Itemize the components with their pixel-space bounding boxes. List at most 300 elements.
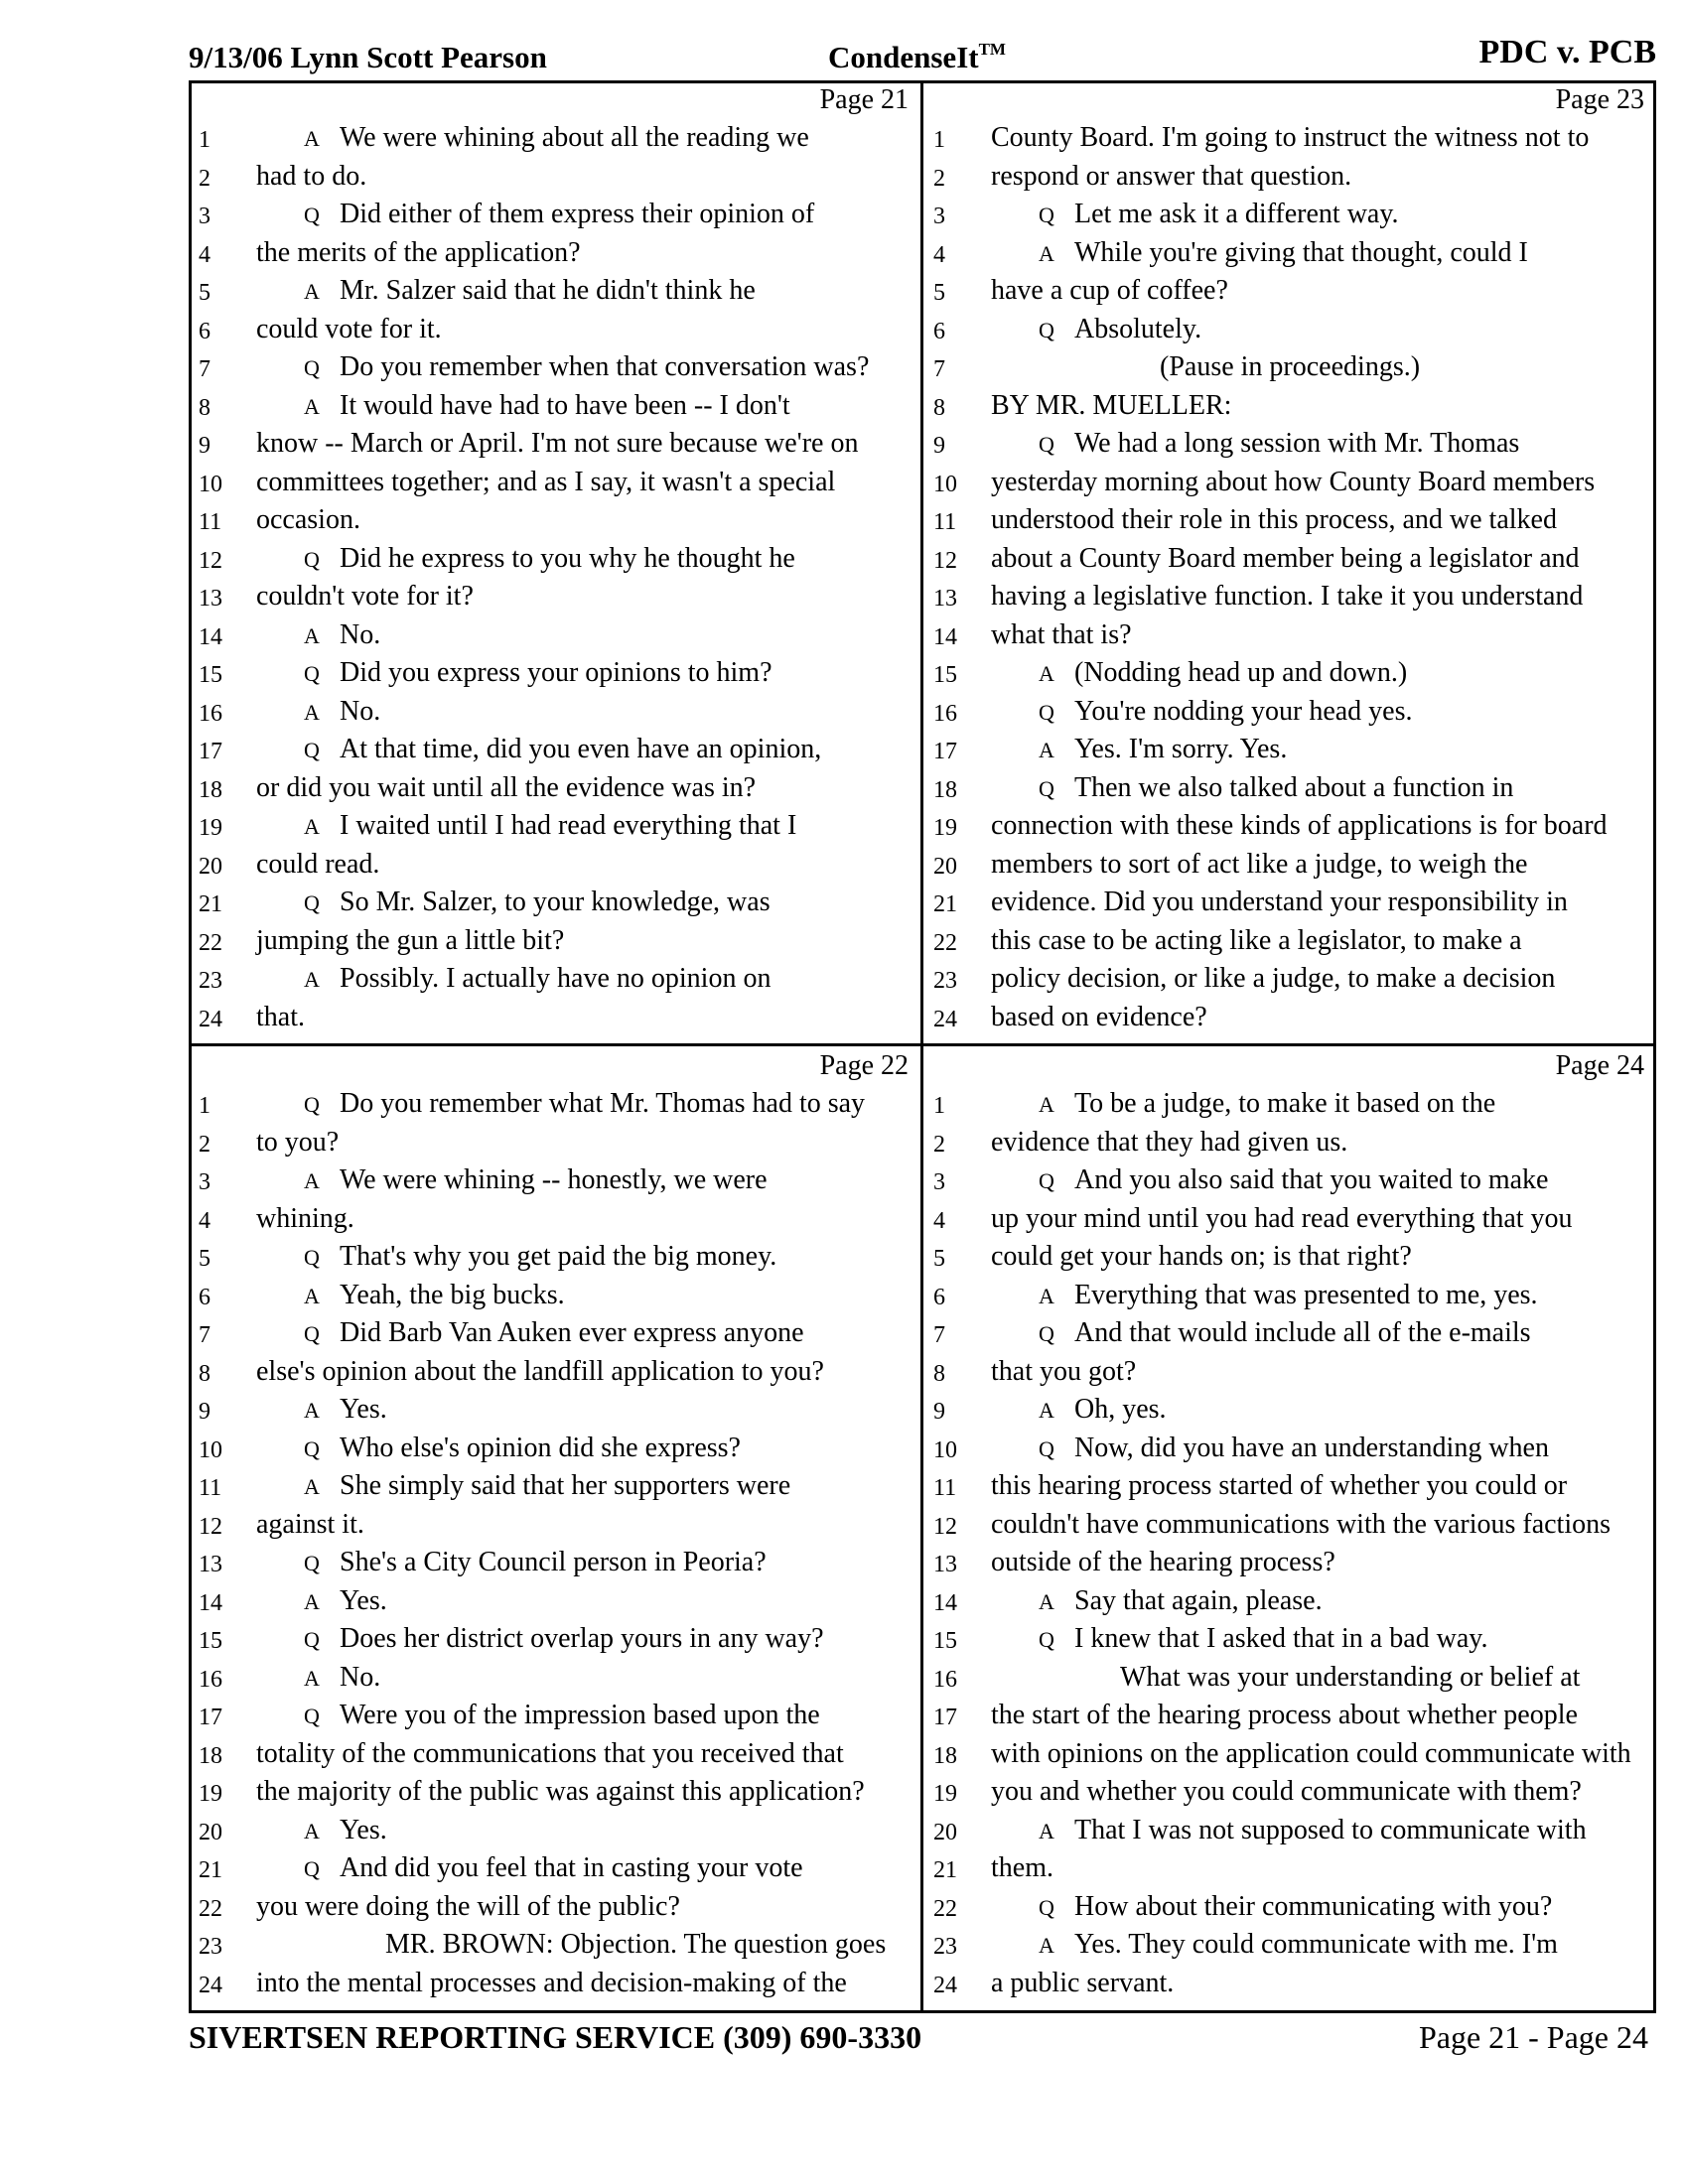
- line-body: It would have had to have been -- I don't: [340, 389, 790, 421]
- line-text: with opinions on the application could communicate with: [991, 1737, 1631, 1769]
- transcript-line: [933, 122, 1652, 161]
- transcript-line: [199, 1700, 916, 1738]
- transcript-line: [199, 543, 916, 582]
- speaker-marker: A: [304, 279, 320, 304]
- transcript-line: [199, 1002, 916, 1040]
- line-text: MR. BROWN: Objection. The question goes: [385, 1929, 887, 1960]
- line-body: Yes.: [340, 1394, 387, 1425]
- line-text: [1039, 1088, 1495, 1120]
- transcript-line: [199, 1738, 916, 1777]
- line-number: 15: [933, 662, 957, 688]
- transcript-line: [199, 1852, 916, 1891]
- line-number: 13: [933, 586, 957, 612]
- line-text: [304, 1241, 776, 1273]
- speaker-marker: A: [304, 1665, 320, 1691]
- line-number: 1: [199, 127, 210, 153]
- page-number: Page 22: [819, 1050, 909, 1081]
- transcript-page-22: [189, 1046, 920, 2013]
- transcript-line: [933, 1433, 1652, 1471]
- line-text: [1039, 657, 1407, 689]
- line-text: [1039, 1815, 1587, 1846]
- line-number: 16: [199, 700, 222, 727]
- line-number: 21: [933, 1857, 957, 1883]
- line-body: Yes.: [340, 1814, 387, 1845]
- line-body: Mr. Salzer said that he didn't think he: [340, 275, 756, 306]
- line-number: 13: [199, 586, 222, 612]
- transcript-line: [933, 810, 1652, 849]
- line-text: you and whether you could communicate with them?: [991, 1776, 1582, 1807]
- transcript-line: [933, 1241, 1652, 1280]
- footer-page-range: Page 21 - Page 24: [1418, 2019, 1648, 2055]
- transcript-line: [199, 1127, 916, 1165]
- line-number: 4: [933, 1207, 945, 1234]
- speaker-marker: Q: [304, 546, 320, 572]
- line-text: [1039, 772, 1513, 804]
- transcript-line: [199, 1585, 916, 1624]
- speaker-marker: Q: [304, 1321, 320, 1346]
- speaker-marker: Q: [1039, 432, 1054, 457]
- speaker-marker: A: [304, 126, 320, 151]
- transcript-line: [199, 963, 916, 1002]
- page-number: Page 24: [1555, 1050, 1644, 1081]
- transcript-line: [933, 1547, 1652, 1585]
- line-number: 21: [199, 1857, 222, 1883]
- transcript-line: [199, 504, 916, 543]
- transcript-line: [933, 696, 1652, 735]
- transcript-line: [199, 1815, 916, 1853]
- line-text: know -- March or April. I'm not sure because we're on: [256, 428, 859, 459]
- line-number: 8: [199, 394, 210, 421]
- line-number: 11: [199, 1475, 222, 1501]
- transcript-line: [933, 1470, 1652, 1509]
- line-text: [304, 1815, 387, 1846]
- transcript-line: [199, 275, 916, 314]
- line-number: 22: [199, 1895, 222, 1922]
- speaker-marker: A: [304, 967, 320, 992]
- line-number: 15: [199, 662, 222, 688]
- line-body: She's a City Council person in Peoria?: [340, 1547, 767, 1577]
- transcript-page-21: [189, 80, 920, 1043]
- transcript-line: [199, 696, 916, 735]
- line-text: [304, 1433, 741, 1464]
- transcript-line: [933, 1002, 1652, 1040]
- transcript-line: [933, 351, 1652, 390]
- speaker-marker: A: [304, 1818, 320, 1843]
- transcript-line: [199, 122, 916, 161]
- line-text: [304, 199, 814, 230]
- line-text: [304, 963, 771, 995]
- speaker-marker: Q: [1039, 1321, 1054, 1346]
- transcript-line: [199, 1394, 916, 1433]
- line-number: 9: [933, 433, 945, 459]
- line-text: having a legislative function. I take it you understand: [991, 581, 1584, 612]
- speaker-marker: Q: [1039, 1894, 1054, 1920]
- line-text: [1039, 1280, 1538, 1311]
- line-body: I knew that I asked that in a bad way.: [1074, 1623, 1488, 1654]
- transcript-line: [933, 199, 1652, 237]
- line-number: 20: [199, 853, 222, 880]
- line-number: 1: [933, 1093, 945, 1119]
- line-number: 12: [933, 1513, 957, 1540]
- line-text: committees together; and as I say, it wasn't a special: [256, 466, 836, 497]
- line-number: 23: [933, 968, 957, 994]
- speaker-marker: Q: [1039, 1168, 1054, 1193]
- line-number: 8: [933, 394, 945, 421]
- line-text: County Board. I'm going to instruct the witness not to: [991, 122, 1590, 153]
- line-number: 18: [199, 776, 222, 803]
- line-text: outside of the hearing process?: [991, 1547, 1335, 1577]
- transcript-line: [199, 1662, 916, 1701]
- line-body: So Mr. Salzer, to your knowledge, was: [340, 887, 771, 917]
- transcript-line: [933, 161, 1652, 200]
- line-number: 7: [933, 1322, 945, 1348]
- line-text: this hearing process started of whether you could or: [991, 1470, 1568, 1501]
- line-body: Do you remember what Mr. Thomas had to say: [340, 1088, 866, 1119]
- transcript-line: [199, 810, 916, 849]
- line-number: 10: [199, 471, 222, 497]
- speaker-marker: A: [1039, 1398, 1054, 1423]
- transcript-line: [933, 734, 1652, 772]
- transcript-line: [933, 849, 1652, 887]
- line-body: That I was not supposed to communicate with: [1074, 1814, 1587, 1845]
- page-header: [189, 34, 1656, 79]
- line-body: Absolutely.: [1074, 313, 1202, 344]
- line-text: [304, 390, 790, 422]
- transcript-line: [199, 314, 916, 352]
- line-text: [1039, 1164, 1548, 1196]
- page-footer: [189, 2019, 1656, 2063]
- speaker-marker: Q: [304, 1627, 320, 1652]
- transcript-line: [933, 963, 1652, 1002]
- line-text: the merits of the application?: [256, 236, 581, 268]
- line-body: You're nodding your head yes.: [1074, 695, 1413, 727]
- line-number: 16: [199, 1666, 222, 1693]
- speaker-marker: Q: [304, 738, 320, 762]
- line-body: Then we also talked about a function in: [1074, 771, 1514, 803]
- speaker-marker: Q: [304, 355, 320, 380]
- transcript-line: [933, 1852, 1652, 1891]
- transcript-line: [199, 351, 916, 390]
- transcript-line: [933, 1968, 1652, 2006]
- line-text: policy decision, or like a judge, to make a decision: [991, 963, 1556, 994]
- speaker-marker: Q: [1039, 775, 1054, 801]
- line-number: 24: [933, 1972, 957, 1998]
- speaker-marker: A: [304, 1283, 320, 1308]
- line-text: or did you wait until all the evidence was in?: [256, 771, 757, 803]
- line-text: a public servant.: [991, 1967, 1175, 1998]
- header-case: PDC v. PCB: [1478, 34, 1656, 70]
- speaker-marker: A: [304, 622, 320, 648]
- line-text: [304, 1470, 790, 1502]
- line-text: the majority of the public was against this application?: [256, 1776, 865, 1807]
- transcript-page-23: [923, 80, 1656, 1043]
- line-text: [304, 1700, 820, 1731]
- line-number: 2: [199, 165, 210, 192]
- speaker-marker: Q: [1039, 203, 1054, 227]
- line-body: Yeah, the big bucks.: [340, 1279, 565, 1310]
- line-number: 15: [933, 1628, 957, 1654]
- speaker-marker: A: [304, 393, 320, 419]
- transcript-line: [199, 734, 916, 772]
- line-number: 21: [933, 891, 957, 917]
- speaker-marker: A: [304, 699, 320, 725]
- line-text: [1039, 199, 1399, 230]
- transcript-line: [199, 390, 916, 429]
- line-number: 19: [199, 1781, 222, 1807]
- line-number: 13: [933, 1552, 957, 1577]
- line-number: 14: [933, 1589, 957, 1616]
- line-body: Did either of them express their opinion of: [340, 199, 815, 229]
- line-number: 17: [933, 1705, 957, 1730]
- transcript-line: [199, 657, 916, 696]
- line-number: 14: [199, 1589, 222, 1616]
- line-text: [304, 275, 756, 307]
- line-text: [1039, 1929, 1558, 1961]
- transcript-line: [933, 1164, 1652, 1203]
- transcript-line: [199, 1164, 916, 1203]
- line-number: 4: [933, 241, 945, 268]
- line-text: members to sort of act like a judge, to weigh the: [991, 848, 1528, 880]
- transcript-line: [199, 925, 916, 964]
- line-number: 9: [199, 433, 210, 459]
- line-number: 18: [199, 1742, 222, 1769]
- line-text: [304, 1317, 804, 1349]
- line-number: 9: [199, 1399, 210, 1425]
- line-number: 24: [199, 1006, 222, 1032]
- line-number: 7: [933, 356, 945, 382]
- line-number: 6: [199, 318, 210, 344]
- line-number: 17: [199, 1705, 222, 1730]
- line-number: 4: [199, 1207, 210, 1234]
- line-text: [304, 696, 380, 728]
- line-body: (Nodding head up and down.): [1074, 657, 1408, 688]
- line-body: Yes.: [340, 1584, 387, 1616]
- line-number: 8: [199, 1360, 210, 1387]
- transcript-line: [199, 1776, 916, 1815]
- line-text: this case to be acting like a legislator, to make a: [991, 924, 1522, 956]
- transcript-line: [199, 1088, 916, 1127]
- transcript-page-24: [923, 1046, 1656, 2013]
- transcript-line: [199, 1317, 916, 1356]
- line-number: 22: [933, 929, 957, 956]
- line-body: No.: [340, 618, 381, 650]
- speaker-marker: Q: [1039, 317, 1054, 342]
- speaker-marker: A: [304, 1398, 320, 1423]
- line-number: 4: [199, 241, 210, 268]
- transcript-line: [933, 1891, 1652, 1930]
- header-product-name: CondenseIt: [828, 40, 979, 74]
- transcript-line: [933, 581, 1652, 619]
- transcript-line: [933, 887, 1652, 925]
- transcript-line: [933, 1585, 1652, 1624]
- line-text: connection with these kinds of applications is for board: [991, 810, 1608, 841]
- line-number: 13: [199, 1552, 222, 1577]
- transcript-line: [199, 1891, 916, 1930]
- transcript-line: [199, 1280, 916, 1318]
- speaker-marker: A: [1039, 738, 1054, 762]
- transcript-line: [199, 1433, 916, 1471]
- transcript-line: [933, 275, 1652, 314]
- line-body: Oh, yes.: [1074, 1394, 1167, 1425]
- line-text: [304, 657, 772, 689]
- speaker-marker: A: [1039, 661, 1054, 686]
- line-body: Does her district overlap yours in any way?: [340, 1623, 824, 1654]
- trademark-mark: TM: [978, 40, 1006, 59]
- speaker-marker: Q: [304, 1092, 320, 1117]
- header-product: [828, 40, 1006, 75]
- line-body: Yes. I'm sorry. Yes.: [1074, 734, 1288, 764]
- line-number: 6: [199, 1284, 210, 1310]
- line-text: evidence that they had given us.: [991, 1126, 1348, 1158]
- line-text: up your mind until you had read everything that you: [991, 1202, 1573, 1234]
- line-text: have a cup of coffee?: [991, 275, 1228, 306]
- line-number: 12: [933, 547, 957, 574]
- line-text: to you?: [256, 1126, 340, 1158]
- line-body: I waited until I had read everything that I: [340, 810, 797, 841]
- line-number: 20: [933, 1819, 957, 1845]
- speaker-marker: A: [1039, 240, 1054, 266]
- speaker-marker: Q: [304, 661, 320, 686]
- speaker-marker: Q: [304, 1551, 320, 1575]
- line-number: 3: [933, 1169, 945, 1195]
- line-body: We were whining about all the reading we: [340, 122, 809, 153]
- line-text: [304, 1662, 380, 1694]
- line-text: [304, 1394, 387, 1426]
- speaker-marker: Q: [304, 1856, 320, 1881]
- line-text: [1039, 734, 1287, 765]
- line-number: 11: [933, 509, 957, 535]
- transcript-line: [933, 1356, 1652, 1395]
- line-text: [304, 1280, 565, 1311]
- line-body: She simply said that her supporters were: [340, 1470, 791, 1501]
- line-text: [1039, 1317, 1531, 1349]
- line-number: 16: [933, 700, 957, 727]
- line-number: 24: [199, 1972, 222, 1998]
- line-text: [304, 734, 821, 765]
- line-number: 8: [933, 1360, 945, 1387]
- transcript-line: [933, 314, 1652, 352]
- line-text: (Pause in proceedings.): [1160, 351, 1421, 382]
- line-number: 3: [199, 1169, 210, 1195]
- transcript-line: [933, 1815, 1652, 1853]
- line-text: you were doing the will of the public?: [256, 1890, 680, 1922]
- line-body: We had a long session with Mr. Thomas: [1074, 428, 1520, 459]
- speaker-marker: Q: [1039, 1627, 1054, 1652]
- line-number: 9: [933, 1399, 945, 1425]
- line-number: 3: [933, 204, 945, 229]
- line-body: That's why you get paid the big money.: [340, 1241, 777, 1272]
- transcript-line: [199, 428, 916, 467]
- line-number: 7: [199, 356, 210, 382]
- transcript-line: [199, 199, 916, 237]
- line-body: Who else's opinion did she express?: [340, 1432, 741, 1463]
- speaker-marker: A: [304, 1588, 320, 1614]
- line-text: [1039, 314, 1201, 345]
- speaker-marker: A: [304, 814, 320, 839]
- transcript-line: [199, 619, 916, 658]
- line-number: 24: [933, 1006, 957, 1032]
- line-text: [1039, 237, 1528, 269]
- transcript-line: [933, 1280, 1652, 1318]
- line-text: BY MR. MUELLER:: [991, 389, 1232, 421]
- speaker-marker: A: [1039, 1283, 1054, 1308]
- line-number: 7: [199, 1322, 210, 1348]
- line-text: [1039, 428, 1519, 460]
- line-text: evidence. Did you understand your responsibility in: [991, 887, 1568, 917]
- transcript-line: [199, 1623, 916, 1662]
- line-body: No.: [340, 1661, 381, 1693]
- line-text: [304, 1852, 803, 1884]
- line-body: While you're giving that thought, could I: [1074, 236, 1528, 268]
- line-number: 21: [199, 891, 222, 917]
- header-deponent: 9/13/06 Lynn Scott Pearson: [189, 40, 547, 74]
- line-text: respond or answer that question.: [991, 160, 1352, 192]
- line-body: And did you feel that in casting your vote: [340, 1852, 803, 1883]
- line-text: occasion.: [256, 504, 360, 535]
- line-number: 1: [933, 127, 945, 153]
- transcript-line: [199, 1968, 916, 2006]
- line-text: [304, 1547, 767, 1578]
- line-text: couldn't have communications with the various factions: [991, 1508, 1612, 1540]
- transcript-line: [933, 1317, 1652, 1356]
- line-text: into the mental processes and decision-making of the: [256, 1967, 847, 1998]
- line-text: totality of the communications that you received that: [256, 1737, 844, 1769]
- line-number: 10: [933, 471, 957, 497]
- transcript-line: [199, 1241, 916, 1280]
- line-text: understood their role in this process, and we talked: [991, 504, 1557, 535]
- line-body: We were whining -- honestly, we were: [340, 1164, 768, 1195]
- page-number: Page 23: [1555, 84, 1644, 115]
- line-number: 20: [933, 853, 957, 880]
- line-number: 20: [199, 1819, 222, 1845]
- line-text: [304, 1585, 387, 1617]
- line-number: 17: [199, 739, 222, 764]
- speaker-marker: Q: [1039, 1435, 1054, 1461]
- line-body: Possibly. I actually have no opinion on: [340, 963, 772, 994]
- transcript-line: [199, 1356, 916, 1395]
- transcript-line: [933, 619, 1652, 658]
- line-body: Do you remember when that conversation was?: [340, 351, 870, 382]
- line-body: To be a judge, to make it based on the: [1074, 1088, 1496, 1119]
- line-number: 5: [199, 1246, 210, 1272]
- line-number: 3: [199, 204, 210, 229]
- line-text: had to do.: [256, 160, 367, 192]
- transcript-line: [933, 1662, 1652, 1701]
- line-text: about a County Board member being a legislator and: [991, 542, 1580, 574]
- line-body: Did he express to you why he thought he: [340, 542, 795, 574]
- line-number: 11: [933, 1475, 957, 1501]
- line-number: 23: [199, 968, 222, 994]
- line-text: [304, 810, 796, 842]
- line-text: that.: [256, 1001, 305, 1032]
- transcript-line: [933, 1776, 1652, 1815]
- transcript-line: [933, 543, 1652, 582]
- line-text: [304, 1164, 768, 1196]
- line-number: 22: [933, 1895, 957, 1922]
- speaker-marker: Q: [1039, 699, 1054, 725]
- transcript-line: [933, 1127, 1652, 1165]
- speaker-marker: A: [304, 1474, 320, 1499]
- line-text: yesterday morning about how County Board members: [991, 466, 1596, 497]
- transcript-line: [199, 887, 916, 925]
- line-text: jumping the gun a little bit?: [256, 924, 565, 956]
- transcript-line: [933, 390, 1652, 429]
- line-text: [304, 351, 869, 383]
- transcript-line: [199, 849, 916, 887]
- line-number: 18: [933, 776, 957, 803]
- line-text: [304, 1088, 865, 1120]
- line-number: 19: [933, 815, 957, 841]
